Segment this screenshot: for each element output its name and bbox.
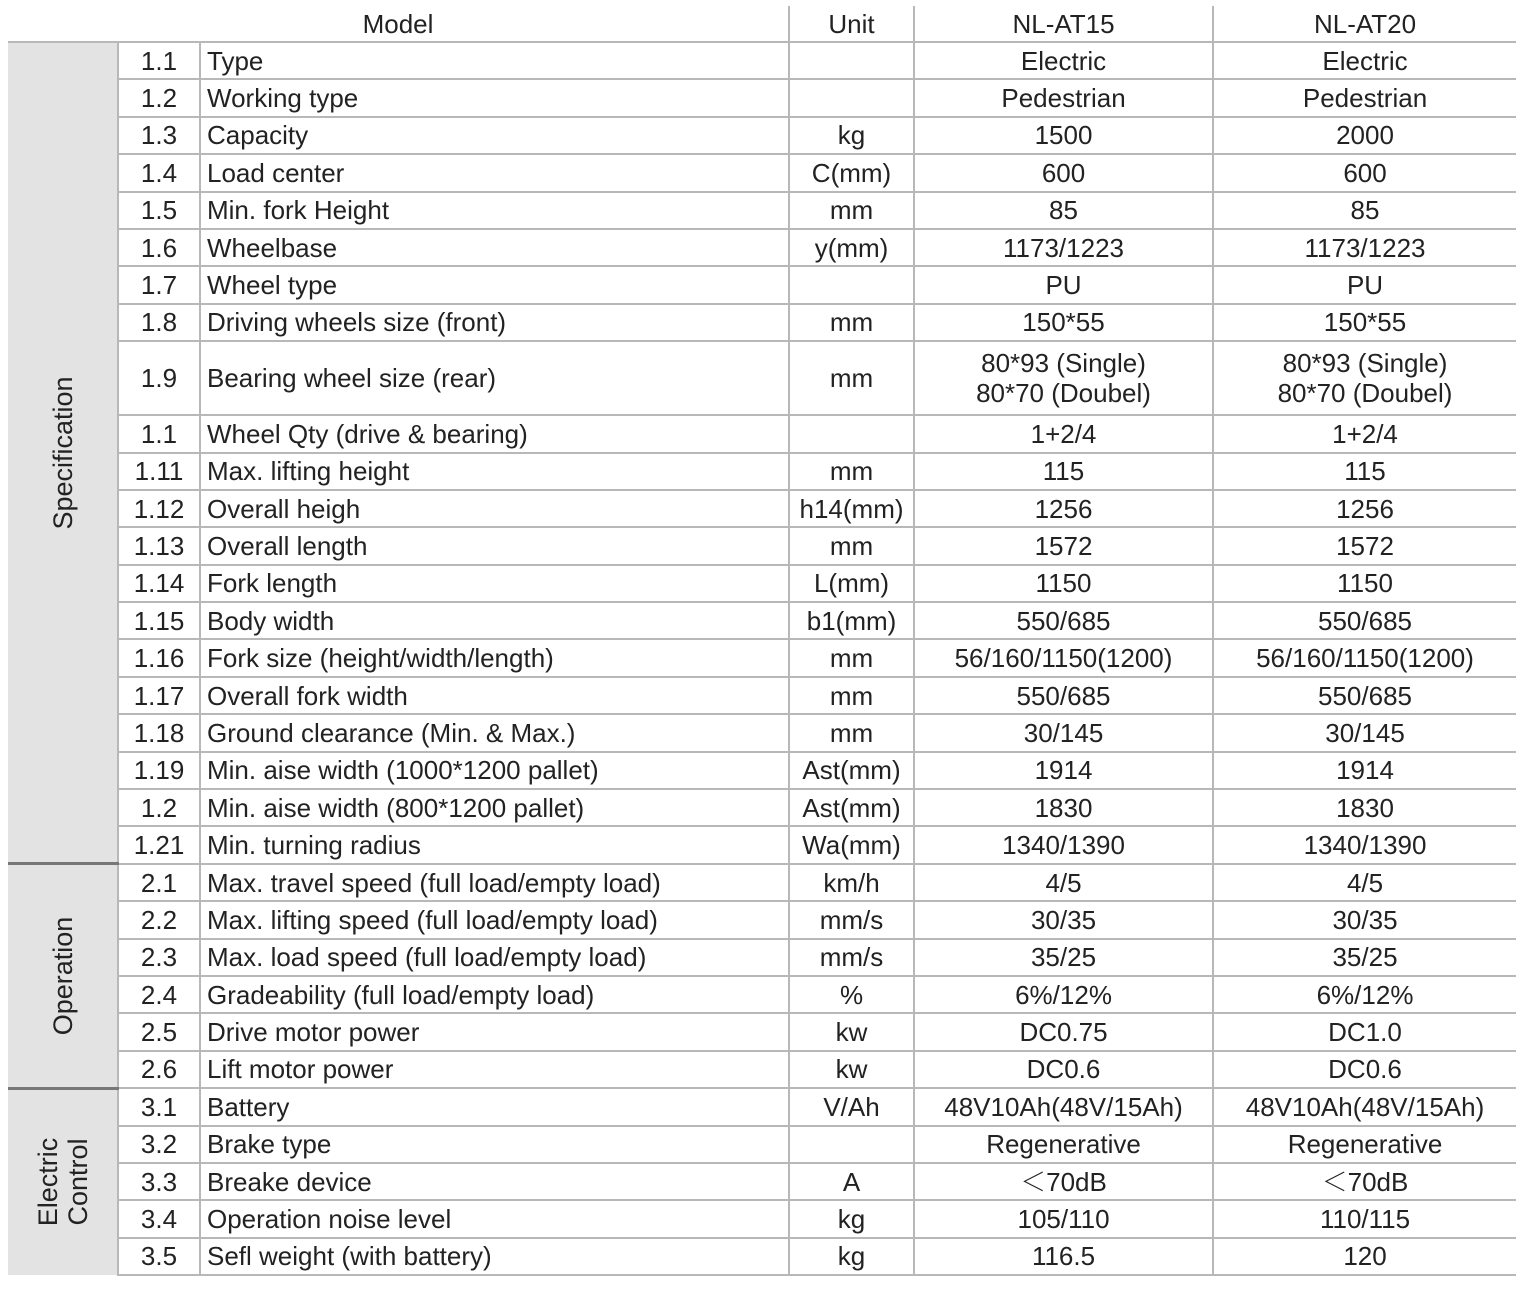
parameter-name: Gradeability (full load/empty load) bbox=[200, 976, 789, 1013]
nl-at15-value: 550/685 bbox=[914, 602, 1213, 639]
unit-value: mm bbox=[789, 192, 914, 229]
parameter-name: Driving wheels size (front) bbox=[200, 304, 789, 341]
unit-value: L(mm) bbox=[789, 565, 914, 602]
nl-at20-value: Regenerative bbox=[1213, 1126, 1516, 1163]
nl-at20-value: 1256 bbox=[1213, 490, 1516, 527]
nl-at15-value: 85 bbox=[914, 192, 1213, 229]
unit-value: kg bbox=[789, 1200, 914, 1237]
table-row bbox=[8, 639, 1516, 676]
group-label bbox=[48, 376, 78, 529]
row-number: 2.4 bbox=[118, 976, 200, 1013]
header-row bbox=[8, 6, 1516, 42]
unit-value: mm bbox=[789, 453, 914, 490]
parameter-name: Wheelbase bbox=[200, 229, 789, 266]
unit-value bbox=[789, 42, 914, 79]
nl-at20-value: 2000 bbox=[1213, 117, 1516, 154]
nl-at15-value: DC0.75 bbox=[914, 1013, 1213, 1050]
row-number: 1.14 bbox=[118, 565, 200, 602]
parameter-name: Body width bbox=[200, 602, 789, 639]
unit-value: mm bbox=[789, 304, 914, 341]
nl-at15-value: 1150 bbox=[914, 565, 1213, 602]
parameter-name: Wheel type bbox=[200, 266, 789, 303]
unit-value: mm bbox=[789, 527, 914, 564]
parameter-name: Min. turning radius bbox=[200, 826, 789, 863]
nl-at20-value: Electric bbox=[1213, 42, 1516, 79]
table-row bbox=[8, 304, 1516, 341]
nl-at20-value: DC0.6 bbox=[1213, 1051, 1516, 1088]
nl-at15-value: Regenerative bbox=[914, 1126, 1213, 1163]
row-number: 2.2 bbox=[118, 901, 200, 938]
nl-at20-value: 1830 bbox=[1213, 789, 1516, 826]
nl-at20-value: 550/685 bbox=[1213, 677, 1516, 714]
table-row bbox=[8, 1088, 1516, 1125]
nl-at20-value: DC1.0 bbox=[1213, 1013, 1516, 1050]
row-number: 1.11 bbox=[118, 453, 200, 490]
table-row bbox=[8, 901, 1516, 938]
group-label-line: Operation bbox=[47, 916, 78, 1036]
parameter-name: Brake type bbox=[200, 1126, 789, 1163]
parameter-name: Battery bbox=[200, 1088, 789, 1125]
nl-at20-value: ＜70dB bbox=[1213, 1163, 1516, 1200]
nl-at15-value: 56/160/1150(1200) bbox=[914, 639, 1213, 676]
table-row bbox=[8, 229, 1516, 266]
nl-at15-value: 1914 bbox=[914, 752, 1213, 789]
table-row bbox=[8, 453, 1516, 490]
unit-value: y(mm) bbox=[789, 229, 914, 266]
unit-header: Unit bbox=[789, 6, 914, 42]
nl-at20-value: Pedestrian bbox=[1213, 79, 1516, 116]
nl-at15-value: 1830 bbox=[914, 789, 1213, 826]
parameter-name: Overall heigh bbox=[200, 490, 789, 527]
nl-at15-value: 116.5 bbox=[914, 1238, 1213, 1275]
model-nl-at20-header: NL-AT20 bbox=[1213, 6, 1516, 42]
nl-at20-value: 110/115 bbox=[1213, 1200, 1516, 1237]
unit-value: kg bbox=[789, 1238, 914, 1275]
nl-at20-value: 48V10Ah(48V/15Ah) bbox=[1213, 1088, 1516, 1125]
nl-at20-value-line-1: 80*93 (Single) bbox=[1282, 348, 1448, 379]
row-number: 1.8 bbox=[118, 304, 200, 341]
parameter-name: Min. aise width (800*1200 pallet) bbox=[200, 789, 789, 826]
table-row bbox=[8, 1126, 1516, 1163]
table-row bbox=[8, 1200, 1516, 1237]
row-number: 1.16 bbox=[118, 639, 200, 676]
table-row bbox=[8, 527, 1516, 564]
nl-at20-value: 1173/1223 bbox=[1213, 229, 1516, 266]
unit-value: kw bbox=[789, 1013, 914, 1050]
table-body bbox=[8, 42, 1516, 1275]
model-nl-at15-header: NL-AT15 bbox=[914, 6, 1213, 42]
nl-at20-value: 550/685 bbox=[1213, 602, 1516, 639]
table-row bbox=[8, 714, 1516, 751]
group-label bbox=[48, 917, 78, 1036]
nl-at20-value: 115 bbox=[1213, 453, 1516, 490]
group-label-line: Control bbox=[62, 1138, 93, 1226]
nl-at15-value: 105/110 bbox=[914, 1200, 1213, 1237]
unit-value: mm/s bbox=[789, 939, 914, 976]
row-number: 1.13 bbox=[118, 527, 200, 564]
table-row bbox=[8, 1051, 1516, 1088]
table-row bbox=[8, 1238, 1516, 1275]
nl-at20-value: 6%/12% bbox=[1213, 976, 1516, 1013]
row-number: 1.3 bbox=[118, 117, 200, 154]
table-row bbox=[8, 490, 1516, 527]
table-row bbox=[8, 154, 1516, 191]
table-row bbox=[8, 602, 1516, 639]
nl-at20-value: 1+2/4 bbox=[1213, 415, 1516, 452]
nl-at20-value: 1572 bbox=[1213, 527, 1516, 564]
unit-value: Ast(mm) bbox=[789, 789, 914, 826]
row-number: 2.6 bbox=[118, 1051, 200, 1088]
row-number: 1.4 bbox=[118, 154, 200, 191]
table-row bbox=[8, 752, 1516, 789]
nl-at15-value: 1340/1390 bbox=[914, 826, 1213, 863]
nl-at15-value bbox=[914, 341, 1213, 415]
nl-at15-value: 115 bbox=[914, 453, 1213, 490]
table-row bbox=[8, 42, 1516, 79]
nl-at15-value: 150*55 bbox=[914, 304, 1213, 341]
parameter-name: Fork length bbox=[200, 565, 789, 602]
row-number: 1.7 bbox=[118, 266, 200, 303]
nl-at15-value: Pedestrian bbox=[914, 79, 1213, 116]
nl-at15-value: Electric bbox=[914, 42, 1213, 79]
nl-at20-value bbox=[1213, 341, 1516, 415]
nl-at20-value: 35/25 bbox=[1213, 939, 1516, 976]
unit-value: km/h bbox=[789, 864, 914, 901]
parameter-name: Wheel Qty (drive & bearing) bbox=[200, 415, 789, 452]
nl-at15-value: 6%/12% bbox=[914, 976, 1213, 1013]
unit-value: Wa(mm) bbox=[789, 826, 914, 863]
group-label-line: Electric bbox=[32, 1138, 63, 1227]
nl-at15-value: 1500 bbox=[914, 117, 1213, 154]
parameter-name: Min. aise width (1000*1200 pallet) bbox=[200, 752, 789, 789]
unit-value: mm bbox=[789, 639, 914, 676]
row-number: 3.5 bbox=[118, 1238, 200, 1275]
unit-value bbox=[789, 266, 914, 303]
unit-value bbox=[789, 1126, 914, 1163]
unit-value: C(mm) bbox=[789, 154, 914, 191]
parameter-name: Breake device bbox=[200, 1163, 789, 1200]
table-row bbox=[8, 1163, 1516, 1200]
unit-value: mm bbox=[789, 341, 914, 415]
parameter-name: Max. load speed (full load/empty load) bbox=[200, 939, 789, 976]
nl-at15-value-line-2: 80*70 (Doubel) bbox=[976, 378, 1151, 409]
row-number: 1.9 bbox=[118, 341, 200, 415]
row-number: 3.3 bbox=[118, 1163, 200, 1200]
nl-at15-value: 1+2/4 bbox=[914, 415, 1213, 452]
unit-value: mm/s bbox=[789, 901, 914, 938]
row-number: 3.1 bbox=[118, 1088, 200, 1125]
table-header bbox=[8, 6, 1516, 42]
row-number: 1.1 bbox=[118, 415, 200, 452]
parameter-name: Bearing wheel size (rear) bbox=[200, 341, 789, 415]
nl-at20-value: 1150 bbox=[1213, 565, 1516, 602]
group-label-cell bbox=[8, 864, 118, 1088]
parameter-name: Load center bbox=[200, 154, 789, 191]
row-number: 1.2 bbox=[118, 789, 200, 826]
unit-value bbox=[789, 415, 914, 452]
table-row bbox=[8, 341, 1516, 415]
nl-at15-value: 1572 bbox=[914, 527, 1213, 564]
unit-value: A bbox=[789, 1163, 914, 1200]
unit-value: V/Ah bbox=[789, 1088, 914, 1125]
row-number: 1.12 bbox=[118, 490, 200, 527]
group-label-cell bbox=[8, 1088, 118, 1275]
row-number: 2.3 bbox=[118, 939, 200, 976]
parameter-name: Overall length bbox=[200, 527, 789, 564]
nl-at15-value: 30/35 bbox=[914, 901, 1213, 938]
unit-value bbox=[789, 79, 914, 116]
nl-at15-value: DC0.6 bbox=[914, 1051, 1213, 1088]
nl-at20-value: 85 bbox=[1213, 192, 1516, 229]
unit-value: mm bbox=[789, 677, 914, 714]
table-row bbox=[8, 939, 1516, 976]
unit-value: mm bbox=[789, 714, 914, 751]
nl-at15-value: 600 bbox=[914, 154, 1213, 191]
parameter-name: Drive motor power bbox=[200, 1013, 789, 1050]
unit-value: h14(mm) bbox=[789, 490, 914, 527]
row-number: 3.2 bbox=[118, 1126, 200, 1163]
unit-value: kw bbox=[789, 1051, 914, 1088]
row-number: 2.1 bbox=[118, 864, 200, 901]
nl-at15-value: 48V10Ah(48V/15Ah) bbox=[914, 1088, 1213, 1125]
table-row bbox=[8, 976, 1516, 1013]
table-row bbox=[8, 117, 1516, 154]
nl-at20-value: 30/145 bbox=[1213, 714, 1516, 751]
nl-at20-value: 600 bbox=[1213, 154, 1516, 191]
nl-at20-value: 30/35 bbox=[1213, 901, 1516, 938]
group-label-line: Specification bbox=[47, 376, 78, 530]
row-number: 1.21 bbox=[118, 826, 200, 863]
table-row bbox=[8, 677, 1516, 714]
parameter-name: Fork size (height/width/length) bbox=[200, 639, 789, 676]
nl-at20-value: 4/5 bbox=[1213, 864, 1516, 901]
table-row bbox=[8, 415, 1516, 452]
table-row bbox=[8, 789, 1516, 826]
group-label-cell bbox=[8, 42, 118, 864]
row-number: 1.18 bbox=[118, 714, 200, 751]
parameter-name: Max. lifting speed (full load/empty load) bbox=[200, 901, 789, 938]
table-row bbox=[8, 565, 1516, 602]
row-number: 1.1 bbox=[118, 42, 200, 79]
model-header: Model bbox=[8, 6, 789, 42]
row-number: 1.15 bbox=[118, 602, 200, 639]
parameter-name: Min. fork Height bbox=[200, 192, 789, 229]
nl-at15-value: 4/5 bbox=[914, 864, 1213, 901]
nl-at20-value: 1340/1390 bbox=[1213, 826, 1516, 863]
row-number: 1.5 bbox=[118, 192, 200, 229]
row-number: 1.19 bbox=[118, 752, 200, 789]
nl-at15-value: 35/25 bbox=[914, 939, 1213, 976]
nl-at15-value: ＜70dB bbox=[914, 1163, 1213, 1200]
nl-at15-value: 550/685 bbox=[914, 677, 1213, 714]
table-row bbox=[8, 79, 1516, 116]
parameter-name: Max. lifting height bbox=[200, 453, 789, 490]
nl-at20-value: PU bbox=[1213, 266, 1516, 303]
parameter-name: Overall fork width bbox=[200, 677, 789, 714]
nl-at20-value: 150*55 bbox=[1213, 304, 1516, 341]
group-label bbox=[33, 1138, 93, 1227]
nl-at20-value: 120 bbox=[1213, 1238, 1516, 1275]
unit-value: b1(mm) bbox=[789, 602, 914, 639]
row-number: 1.2 bbox=[118, 79, 200, 116]
unit-value: Ast(mm) bbox=[789, 752, 914, 789]
table-row bbox=[8, 826, 1516, 863]
unit-value: % bbox=[789, 976, 914, 1013]
table-row bbox=[8, 192, 1516, 229]
nl-at15-value: PU bbox=[914, 266, 1213, 303]
row-number: 2.5 bbox=[118, 1013, 200, 1050]
parameter-name: Capacity bbox=[200, 117, 789, 154]
row-number: 3.4 bbox=[118, 1200, 200, 1237]
parameter-name: Operation noise level bbox=[200, 1200, 789, 1237]
parameter-name: Working type bbox=[200, 79, 789, 116]
unit-value: kg bbox=[789, 117, 914, 154]
table-row bbox=[8, 1013, 1516, 1050]
nl-at15-value: 1256 bbox=[914, 490, 1213, 527]
row-number: 1.17 bbox=[118, 677, 200, 714]
nl-at20-value-line-2: 80*70 (Doubel) bbox=[1277, 378, 1453, 409]
table-row bbox=[8, 266, 1516, 303]
nl-at15-value: 30/145 bbox=[914, 714, 1213, 751]
table-row bbox=[8, 864, 1516, 901]
parameter-name: Sefl weight (with battery) bbox=[200, 1238, 789, 1275]
nl-at15-value-line-1: 80*93 (Single) bbox=[981, 348, 1146, 379]
nl-at20-value: 1914 bbox=[1213, 752, 1516, 789]
row-number: 1.6 bbox=[118, 229, 200, 266]
parameter-name: Lift motor power bbox=[200, 1051, 789, 1088]
specification-table bbox=[8, 6, 1516, 1276]
parameter-name: Ground clearance (Min. & Max.) bbox=[200, 714, 789, 751]
nl-at20-value: 56/160/1150(1200) bbox=[1213, 639, 1516, 676]
nl-at15-value: 1173/1223 bbox=[914, 229, 1213, 266]
parameter-name: Type bbox=[200, 42, 789, 79]
parameter-name: Max. travel speed (full load/empty load) bbox=[200, 864, 789, 901]
